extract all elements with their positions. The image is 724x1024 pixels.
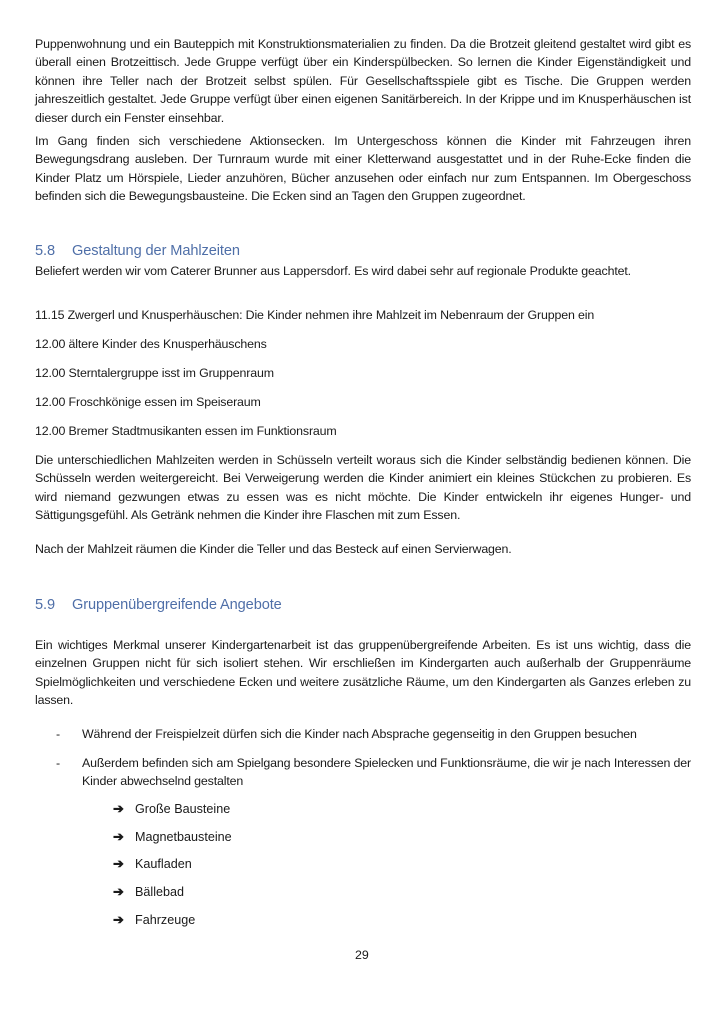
paragraph-cross-group: Ein wichtiges Merkmal unserer Kindergartenarbeit ist das gruppenübergreifende Arbeiten. Es ist uns wichtig, dass die einzelnen Gruppen nicht für sich isoliert stehen. Wir erschließen im Kindergarten auch außerhalb der Gruppenräume Spielmöglichkeiten und verschiedene Ecken und weitere zusätzliche Räume, um den Kindergarten als Ganzes erleben zu lassen. xyxy=(35,638,691,708)
dash-icon: - xyxy=(56,756,60,770)
section-heading-5-9 xyxy=(35,597,282,613)
section-heading-5-8 xyxy=(35,243,240,259)
sub-list-item: ➔ Bällebad xyxy=(113,884,185,899)
section-title: Gestaltung der Mahlzeiten xyxy=(72,243,240,259)
sub-list-item: ➔ Fahrzeuge xyxy=(113,912,196,927)
page-number: 29 xyxy=(355,948,369,962)
bullet-item: - Während der Freispielzeit dürfen sich die Kinder nach Absprache gegenseitig in den Gruppen besuchen xyxy=(56,725,691,743)
sub-list-item: ➔ Magnetbausteine xyxy=(113,829,232,844)
arrow-right-icon: ➔ xyxy=(113,912,124,927)
paragraph-after-meal: Nach der Mahlzeit räumen die Kinder die Teller und das Besteck auf einen Servierwagen. xyxy=(35,542,512,556)
schedule-item: 11.15 Zwergerl und Knusperhäuschen: Die Kinder nehmen ihre Mahlzeit im Nebenraum der Gruppen ein xyxy=(35,308,595,322)
section-number: 5.9 xyxy=(35,597,55,613)
arrow-right-icon: ➔ xyxy=(113,829,124,844)
section-number: 5.8 xyxy=(35,243,55,259)
arrow-right-icon: ➔ xyxy=(113,801,124,816)
arrow-right-icon: ➔ xyxy=(113,856,124,871)
paragraph-caterer: Beliefert werden wir vom Caterer Brunner aus Lappersdorf. Es wird dabei sehr auf regionale Produkte geachtet. xyxy=(35,264,631,278)
section-title: Gruppenübergreifende Angebote xyxy=(72,597,282,613)
arrow-right-icon: ➔ xyxy=(113,884,124,899)
schedule-item: 12.00 Sterntalergruppe isst im Gruppenraum xyxy=(35,366,274,380)
schedule-item: 12.00 ältere Kinder des Knusperhäuschens xyxy=(35,337,267,351)
paragraph-rooms: Puppenwohnung und ein Bauteppich mit Konstruktionsmaterialien zu finden. Da die Brotzeit gleitend gestaltet wird gibt es überall einen Brotzeittisch. Jede Gruppe verfügt über ein Kinderspülbecken. So lernen die Kinder Eigenständigkeit und können ihre Teller nach der Brotzeit selbst spülen. Für Gesellschaftsspiele gibt es Tische. Die Gruppen werden jahreszeitlich gestaltet. Jede Gruppe verfügt über einen eigenen Sanitärbereich. In der Krippe und im Knusperhäuschen ist dieser durch ein Fenster einsehbar. xyxy=(35,37,691,125)
dash-icon: - xyxy=(56,727,60,741)
schedule-item: 12.00 Bremer Stadtmusikanten essen im Funktionsraum xyxy=(35,424,337,438)
bullet-item: - Außerdem befinden sich am Spielgang besondere Spielecken und Funktionsräume, die wir je nach Interessen der Kinder abwechselnd gestalten xyxy=(56,756,691,789)
sub-list-item: ➔ Kaufladen xyxy=(113,856,192,871)
schedule-item: 12.00 Froschkönige essen im Speiseraum xyxy=(35,395,261,409)
paragraph-action-corners: Im Gang finden sich verschiedene Aktionsecken. Im Untergeschoss können die Kinder mit Fahrzeugen ihren Bewegungsdrang ausleben. Der Turnraum wurde mit einer Kletterwand ausgestattet und in der Ruhe-Ecke finden die Kinder Platz um Hörspiele, Lieder anzuhören, Bücher anzusehen oder einfach nur zum Entspannen. Im Obergeschoss befinden sich die Bewegungsbausteine. Die Ecken sind an Tagen den Gruppen zugeordnet. xyxy=(35,134,691,204)
sub-list-item: ➔ Große Bausteine xyxy=(113,801,231,816)
paragraph-meal-service: Die unterschiedlichen Mahlzeiten werden in Schüsseln verteilt woraus sich die Kinder selbständig bedienen können. Die Schüsseln werden weitergereicht. Bei Verweigerung werden die Kinder animiert ein kleines Stückchen zu probieren. Es wird niemand gezwungen etwas zu essen was es nicht möchte. Die Kinder entwickeln ihr eigenes Hunger- und Sättigungsgefühl. Als Getränk nehmen die Kinder ihre Flaschen mit zum Essen. xyxy=(35,453,691,523)
